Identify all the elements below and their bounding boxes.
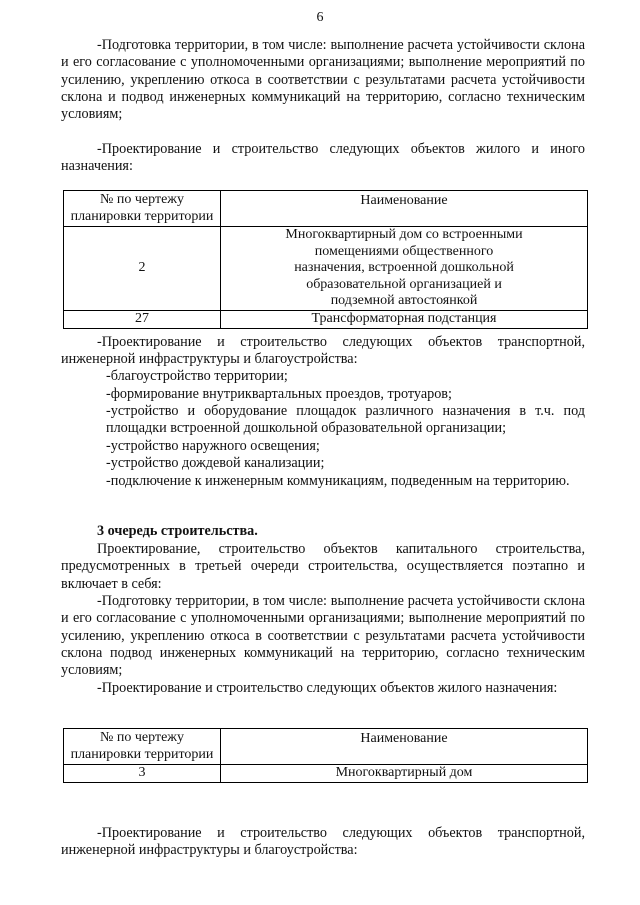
table-row xyxy=(64,310,588,328)
section-heading: 3 очередь строительства. xyxy=(97,523,258,539)
cell-object-name: Многоквартирный дом со встроенными помещениями общественного назначения, встроенной дошкольной образовательной организацией и подземной автостоянкой xyxy=(221,227,588,311)
list-item: -устройство дождевой канализации; xyxy=(106,455,325,471)
list-item: -формирование внутриквартальных проездов, тротуаров; xyxy=(106,386,452,402)
cell-drawing-number: 27 xyxy=(64,310,221,328)
page-number: 6 xyxy=(316,10,324,25)
cell-drawing-number: 3 xyxy=(64,765,221,783)
cell-drawing-number: 2 xyxy=(64,227,221,311)
list-item: -подключение к инженерным коммуникациям, подведенным на территорию. xyxy=(106,473,570,489)
table-row xyxy=(64,765,588,783)
list-item xyxy=(106,403,585,438)
table-row xyxy=(64,227,588,311)
paragraph-residential-objects: -Проектирование и строительство следующих объектов жилого и иного назначения: xyxy=(61,141,585,175)
cell-object-name: Трансформаторная подстанция xyxy=(221,310,588,328)
table-header-row xyxy=(64,191,588,227)
list-item-text: -устройство и оборудование площадок различного назначения в т.ч. под площадки встроенной дошкольной образовательной организации; xyxy=(106,403,585,437)
paragraph-territory-preparation: -Подготовка территории, в том числе: выполнение расчета устойчивости склона и его согласование с уполномоченными организациями; выполнение мероприятий по усилению, укреплению откоса в соответствии с результатами расчета устойчивости склона и подвод инженерных коммуникаций на территорию, согласно техническим условиям; xyxy=(61,37,585,123)
objects-table-1 xyxy=(63,190,588,329)
paragraph-residential-objects-3: -Проектирование и строительство следующих объектов жилого назначения: xyxy=(97,680,558,696)
header-drawing-number: № по чертежу планировки территории xyxy=(64,729,221,765)
header-drawing-number: № по чертежу планировки территории xyxy=(64,191,221,227)
paragraph-territory-preparation-3: -Подготовку территории, в том числе: выполнение расчета устойчивости склона и его согласование с уполномоченными организациями; выполнение мероприятий по усилению, укреплению откоса в соответствии с результатами расчета устойчивости склона подвод инженерных коммуникаций на территорию, согласно техническим условиям; xyxy=(61,593,585,679)
table-header-row xyxy=(64,729,588,765)
objects-table-2 xyxy=(63,728,588,783)
header-name: Наименование xyxy=(221,729,588,765)
list-item: -устройство наружного освещения; xyxy=(106,438,320,454)
paragraph-section-intro: Проектирование, строительство объектов капитального строительства, предусмотренных в третьей очереди строительства, осуществляется поэтапно и включает в себя: xyxy=(61,541,585,592)
list-item: -благоустройство территории; xyxy=(106,368,288,384)
cell-object-name: Многоквартирный дом xyxy=(221,765,588,783)
paragraph-infrastructure-3: -Проектирование и строительство следующих объектов транспортной, инженерной инфраструктуры и благоустройства: xyxy=(61,825,585,859)
header-name: Наименование xyxy=(221,191,588,227)
paragraph-infrastructure: -Проектирование и строительство следующих объектов транспортной, инженерной инфраструктуры и благоустройства: xyxy=(61,334,585,368)
